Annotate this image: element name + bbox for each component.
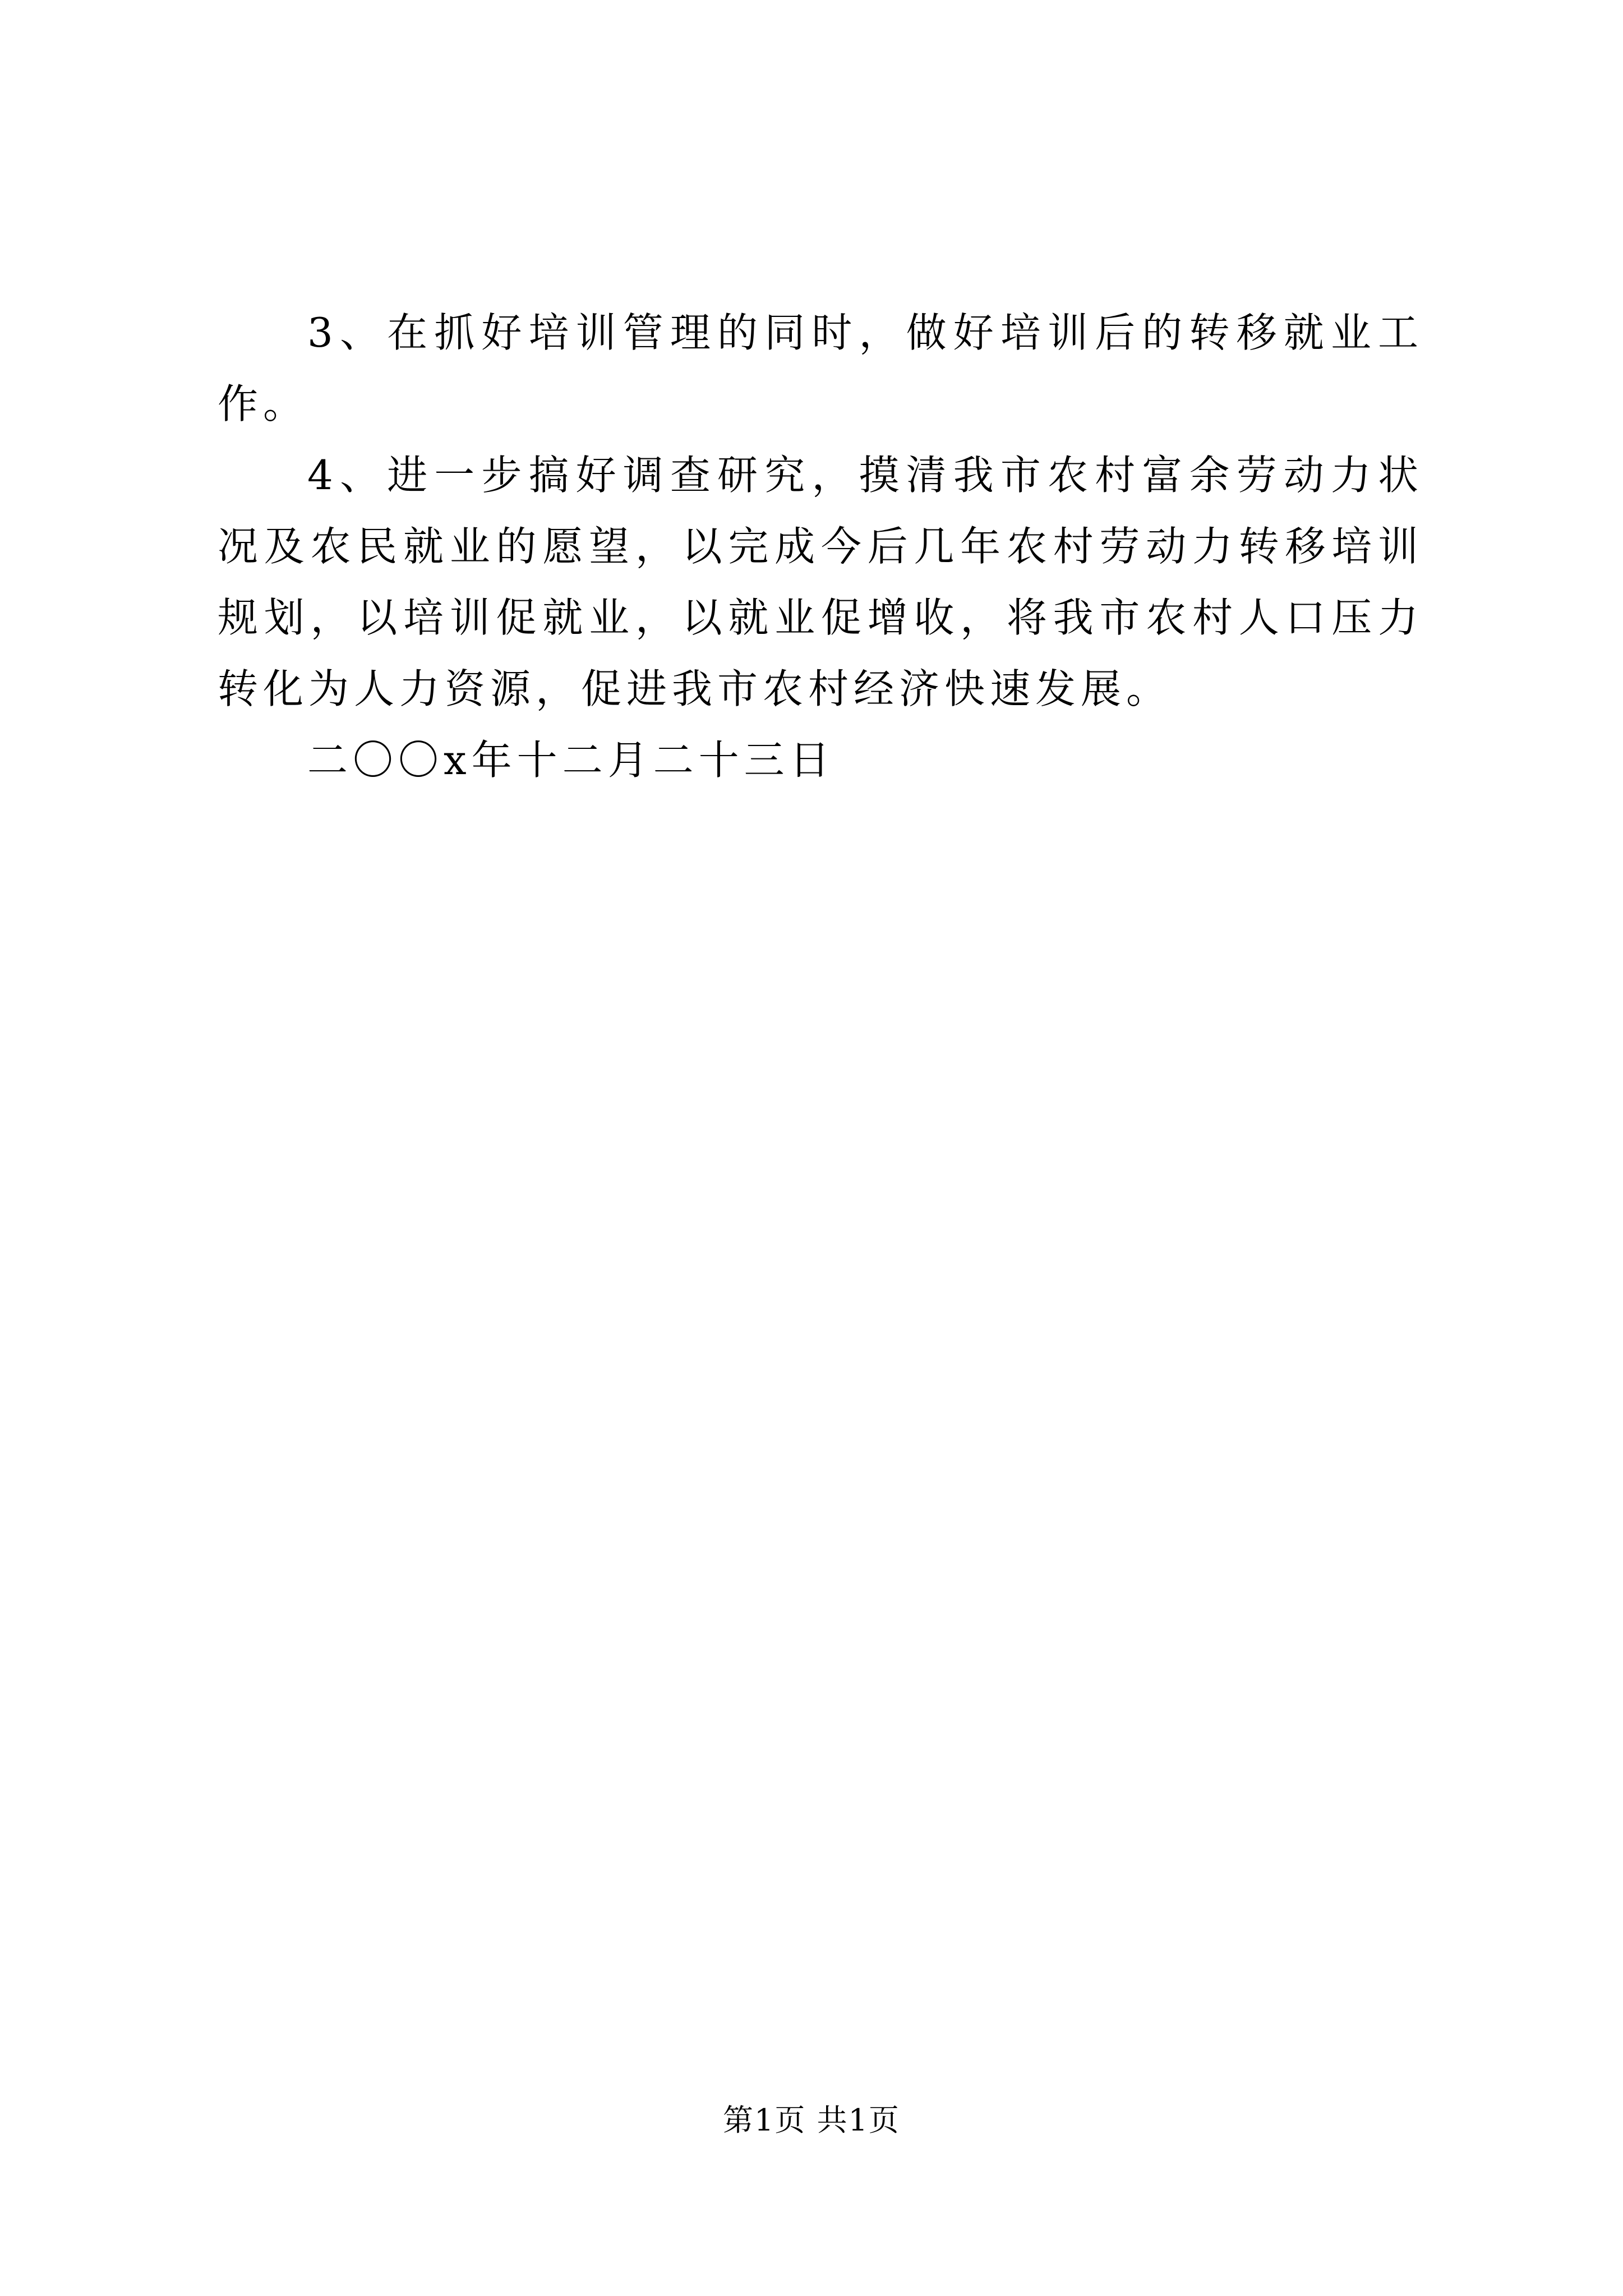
paragraph-item-3: 3、在抓好培训管理的同时，做好培训后的转移就业工作。 <box>218 309 1423 427</box>
paragraph-item-4: 4、进一步搞好调查研究，摸清我市农村富余劳动力状况及农民就业的愿望，以完成今后几年农村劳动力转移培训规划，以培训促就业，以就业促增收，将我市农村人口压力转化为人力资源，促进我市农村经济快速发展。 <box>218 452 1423 712</box>
page-footer: 第1页 共1页 <box>723 2102 900 2138</box>
document-date: 二〇〇x年十二月二十三日 <box>307 737 835 784</box>
document-body <box>218 297 1423 796</box>
